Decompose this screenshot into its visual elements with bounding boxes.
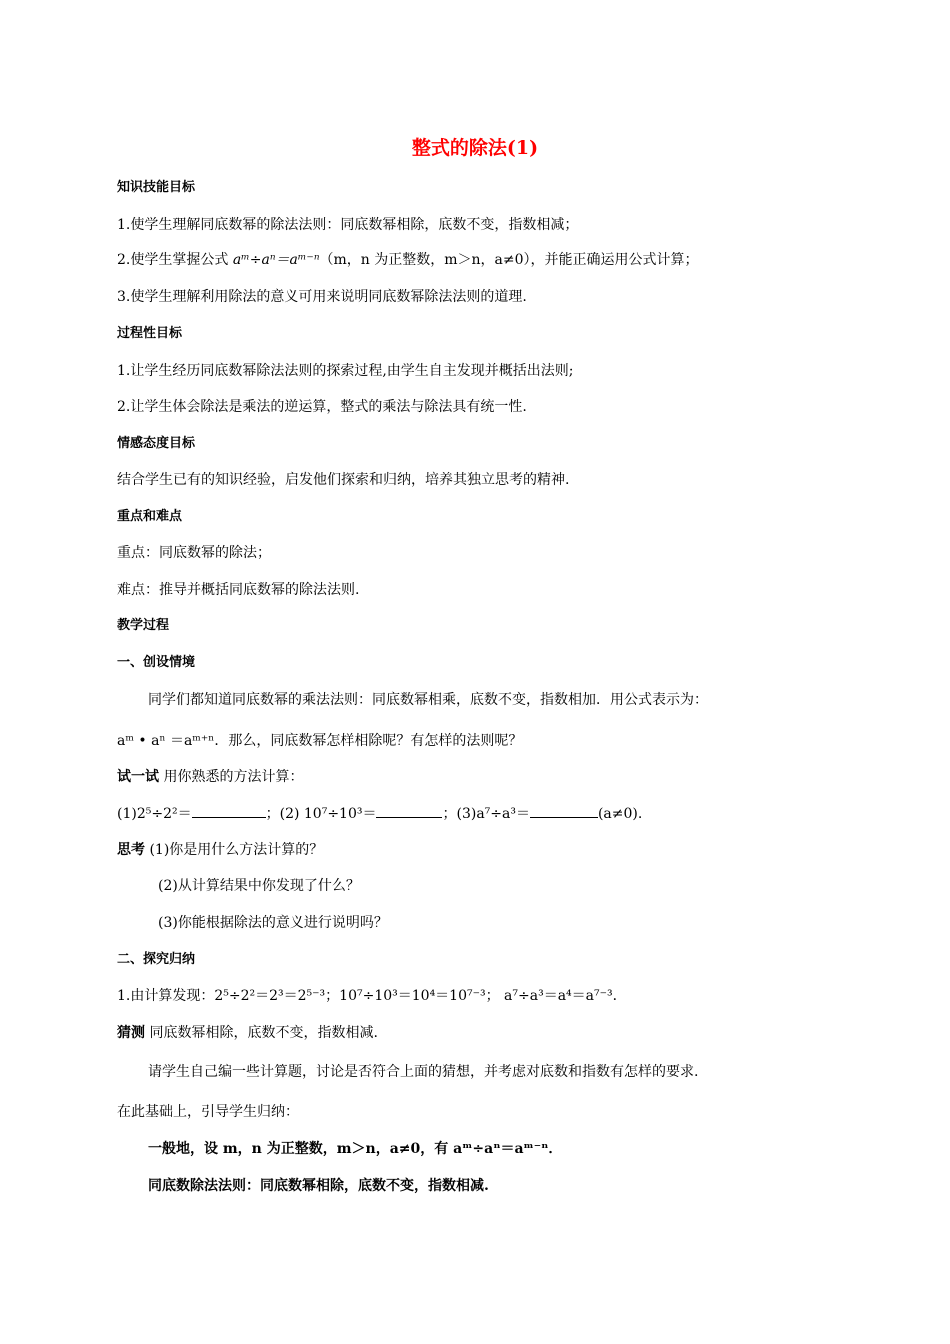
section-2-heading: 二、探究归纳: [117, 952, 196, 967]
calc-1: (1)2⁵÷2²＝: [117, 806, 192, 822]
section-1-heading: 一、创设情境: [117, 655, 196, 670]
rule-line: 同底数除法法则：同底数幂相除，底数不变，指数相减.: [148, 1178, 489, 1194]
calc-2: ；(2) 10⁷÷10³＝: [265, 806, 377, 822]
answer-blank-2[interactable]: [376, 803, 442, 818]
calc-3: ；(3)a⁷÷a³＝: [442, 806, 530, 822]
document-title: 整式的除法(1): [411, 137, 539, 159]
process-item-2: 2.让学生体会除法是乘法的逆运算，整式的乘法与除法具有统一性.: [117, 399, 527, 415]
knowledge-item-1: 1.使学生理解同底数幂的除法法则：同底数幂相除，底数不变，指数相减；: [117, 217, 579, 233]
knowledge-item-2-pre: 2.使学生掌握公式: [117, 252, 233, 268]
invite-line: 请学生自己编一些计算题，讨论是否符合上面的猜想，并考虑对底数和指数有怎样的要求.: [148, 1064, 699, 1080]
think-1: (1)你是用什么方法计算的？: [145, 842, 324, 858]
find-line: 1.由计算发现：2⁵÷2²＝2³＝2⁵⁻³；10⁷÷10³＝10⁴＝10⁷⁻³； a⁷÷a³＝a⁴＝a⁷⁻³．: [117, 988, 627, 1004]
try-line: [117, 767, 303, 787]
knowledge-item-2: [117, 250, 699, 270]
try-text: 用你熟悉的方法计算：: [159, 769, 304, 785]
key-focus: 重点：同底数幂的除法；: [117, 545, 271, 561]
calc-line: [117, 803, 642, 824]
process-heading: 过程性目标: [117, 326, 183, 341]
think-line-1: [117, 840, 323, 860]
emotion-heading: 情感态度目标: [117, 436, 196, 451]
basis-line: 在此基础上，引导学生归纳：: [117, 1104, 299, 1120]
think-line-3: (3)你能根据除法的意义进行说明吗？: [158, 915, 388, 931]
intro-line-1: 同学们都知道同底数幂的乘法法则：同底数幂相乘，底数不变，指数相加．用公式表示为：: [148, 692, 708, 708]
intro-line-2: aᵐ • aⁿ ＝aᵐ⁺ⁿ．那么，同底数幂怎样相除呢？有怎样的法则呢？: [117, 733, 523, 749]
knowledge-item-2-post: （m，n 为正整数，m＞n，a≠0），并能正确运用公式计算；: [319, 252, 699, 268]
answer-blank-1[interactable]: [192, 803, 266, 818]
think-line-2: (2)从计算结果中你发现了什么？: [158, 878, 360, 894]
teaching-heading: 教学过程: [117, 618, 170, 633]
general-line: 一般地，设 m，n 为正整数，m＞n，a≠0，有 aᵐ÷aⁿ＝aᵐ⁻ⁿ．: [148, 1141, 563, 1157]
knowledge-item-3: 3.使学生理解利用除法的意义可用来说明同底数幂除法法则的道理.: [117, 289, 527, 305]
guess-text: 同底数幂相除，底数不变，指数相减.: [145, 1025, 378, 1041]
key-heading: 重点和难点: [117, 509, 183, 524]
think-label: 思考: [117, 842, 145, 858]
key-difficulty: 难点：推导并概括同底数幂的除法法则.: [117, 582, 360, 598]
process-item-1: 1.让学生经历同底数幂除法法则的探索过程,由学生自主发现并概括出法则;: [117, 363, 574, 379]
answer-blank-3[interactable]: [530, 803, 598, 818]
knowledge-item-2-formula: aᵐ÷aⁿ＝aᵐ⁻ⁿ: [232, 252, 320, 268]
guess-label: 猜测: [117, 1025, 145, 1041]
try-label: 试一试: [117, 769, 159, 785]
knowledge-heading: 知识技能目标: [117, 180, 196, 195]
emotion-text: 结合学生已有的知识经验，启发他们探索和归纳，培养其独立思考的精神.: [117, 472, 570, 488]
calc-end: (a≠0).: [597, 806, 643, 822]
guess-line: [117, 1023, 378, 1043]
